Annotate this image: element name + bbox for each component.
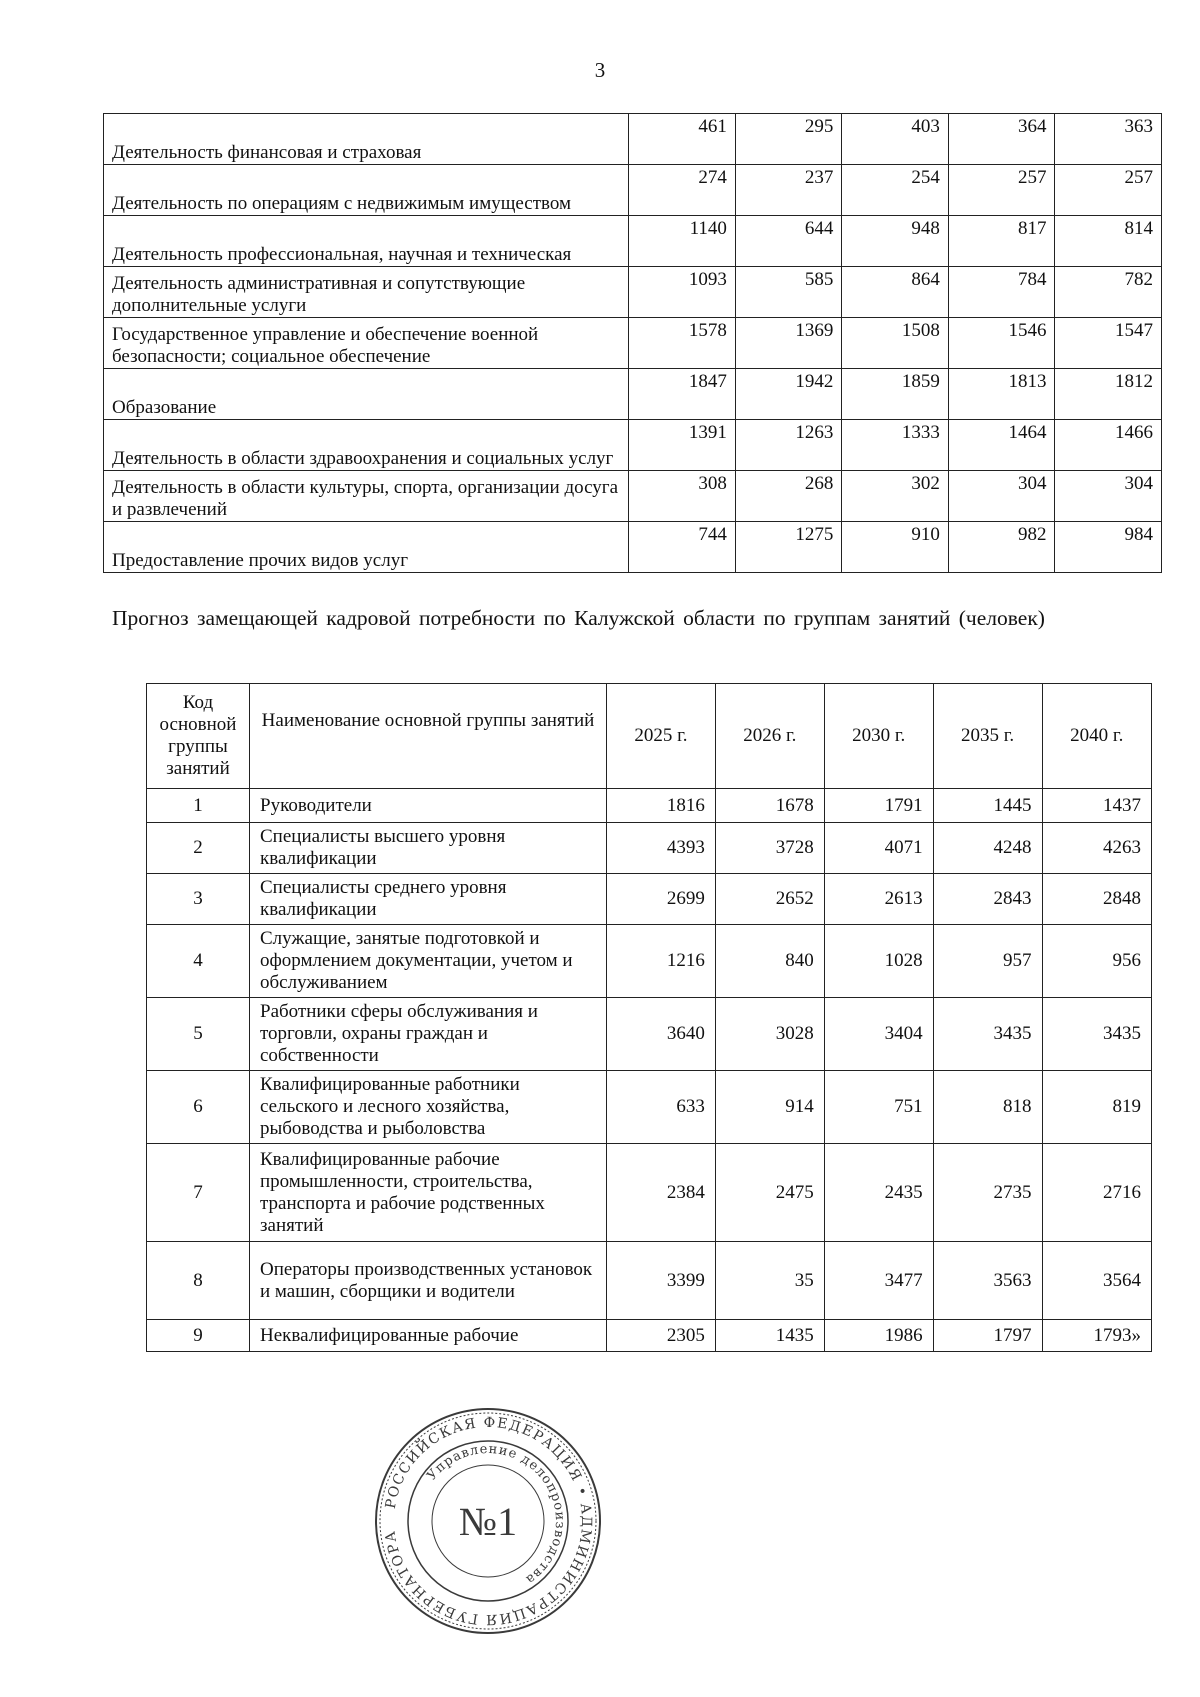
occupation-value: 3640 [607,998,716,1071]
occupation-value: 4071 [824,823,933,874]
industry-name: Деятельность профессиональная, научная и техническая [104,216,629,267]
occupation-code: 4 [147,925,250,998]
occupation-code: 3 [147,874,250,925]
industry-value: 910 [842,522,949,573]
occupation-value: 2843 [933,874,1042,925]
occupation-name: Специалисты высшего уровня квалификации [250,823,607,874]
industry-value: 403 [842,114,949,165]
occupation-code: 8 [147,1242,250,1320]
occupation-name: Неквалифицированные рабочие [250,1320,607,1352]
industry-value: 1847 [629,369,736,420]
occupation-value: 35 [715,1242,824,1320]
occupation-value: 1445 [933,789,1042,823]
industry-value: 274 [629,165,736,216]
industry-value: 1263 [735,420,842,471]
industry-value: 784 [948,267,1055,318]
occupation-value: 1793» [1042,1320,1152,1352]
occupation-value: 751 [824,1071,933,1144]
occupation-value: 3564 [1042,1242,1152,1320]
industry-value: 237 [735,165,842,216]
industry-value: 268 [735,471,842,522]
occupation-code: 2 [147,823,250,874]
industry-row [104,471,1162,522]
occupation-value: 957 [933,925,1042,998]
occupation-value: 1791 [824,789,933,823]
occupation-code: 6 [147,1071,250,1144]
industry-value: 1093 [629,267,736,318]
occupation-value: 2699 [607,874,716,925]
occupation-value: 956 [1042,925,1152,998]
industry-name: Деятельность по операциям с недвижимым имуществом [104,165,629,216]
occupation-name: Специалисты среднего уровня квалификации [250,874,607,925]
header-year: 2026 г. [715,684,824,789]
occupation-value: 2735 [933,1144,1042,1242]
occupation-value: 1216 [607,925,716,998]
industry-value: 461 [629,114,736,165]
occupation-row [147,1242,1152,1320]
industry-value: 363 [1055,114,1162,165]
industry-value: 982 [948,522,1055,573]
industry-value: 1547 [1055,318,1162,369]
industry-value: 1859 [842,369,949,420]
industry-row [104,216,1162,267]
industry-row [104,165,1162,216]
occupation-name: Квалифицированные работники сельского и лесного хозяйства, рыбоводства и рыболовства [250,1071,607,1144]
occupation-table-body [147,789,1152,1352]
industry-name: Деятельность административная и сопутствующие дополнительные услуги [104,267,629,318]
industry-value: 984 [1055,522,1162,573]
stamp-number: №1 [458,1499,518,1544]
occupation-forecast-table [146,683,1152,1352]
industry-value: 1275 [735,522,842,573]
industry-value: 814 [1055,216,1162,267]
occupation-code: 9 [147,1320,250,1352]
occupation-value: 2384 [607,1144,716,1242]
section-heading: Прогноз замещающей кадровой потребности по Калужской области по группам занятий (человек) [112,606,1045,630]
industry-name: Деятельность в области здравоохранения и социальных услуг [104,420,629,471]
industry-value: 1508 [842,318,949,369]
occupation-name: Операторы производственных установок и машин, сборщики и водители [250,1242,607,1320]
industry-name: Государственное управление и обеспечение военной безопасности; социальное обеспечение [104,318,629,369]
occupation-value: 2305 [607,1320,716,1352]
occupation-row [147,823,1152,874]
occupation-value: 1028 [824,925,933,998]
occupation-value: 2652 [715,874,824,925]
stamp-inner-ring-text: Управление делопроизводства [424,1441,568,1588]
industry-value: 304 [948,471,1055,522]
occupation-code: 7 [147,1144,250,1242]
industry-value: 1466 [1055,420,1162,471]
industry-value: 1942 [735,369,842,420]
occupation-value: 3399 [607,1242,716,1320]
occupation-value: 818 [933,1071,1042,1144]
occupation-value: 2716 [1042,1144,1152,1242]
occupation-value: 840 [715,925,824,998]
header-year: 2040 г. [1042,684,1152,789]
occupation-code: 5 [147,998,250,1071]
industry-value: 585 [735,267,842,318]
stamp-outer-ring-text: РОССИЙСКАЯ ФЕДЕРАЦИЯ • АДМИНИСТРАЦИЯ ГУБЕРНАТОРА [382,1414,595,1628]
header-name: Наименование основной группы занятий [250,684,607,789]
industry-value: 302 [842,471,949,522]
industry-value: 864 [842,267,949,318]
occupation-value: 3435 [1042,998,1152,1071]
occupation-value: 1816 [607,789,716,823]
occupation-value: 2475 [715,1144,824,1242]
industry-value: 817 [948,216,1055,267]
industry-value: 782 [1055,267,1162,318]
occupation-value: 4248 [933,823,1042,874]
occupation-value: 3028 [715,998,824,1071]
industry-value: 1391 [629,420,736,471]
industry-value: 257 [948,165,1055,216]
occupation-value: 1986 [824,1320,933,1352]
occupation-row [147,925,1152,998]
industry-value: 1333 [842,420,949,471]
industry-value: 308 [629,471,736,522]
occupation-row [147,874,1152,925]
industry-value: 1140 [629,216,736,267]
industry-value: 1578 [629,318,736,369]
occupation-value: 1435 [715,1320,824,1352]
industry-value: 295 [735,114,842,165]
industry-value: 257 [1055,165,1162,216]
industry-name: Деятельность финансовая и страховая [104,114,629,165]
occupation-row [147,1071,1152,1144]
occupation-name: Работники сферы обслуживания и торговли, охраны граждан и собственности [250,998,607,1071]
occupation-code: 1 [147,789,250,823]
occupation-value: 2435 [824,1144,933,1242]
industry-row [104,522,1162,573]
occupation-value: 3477 [824,1242,933,1320]
occupation-value: 3563 [933,1242,1042,1320]
industry-value: 1812 [1055,369,1162,420]
occupation-value: 3435 [933,998,1042,1071]
industry-row [104,420,1162,471]
header-year: 2030 г. [824,684,933,789]
header-year: 2035 г. [933,684,1042,789]
industry-value: 304 [1055,471,1162,522]
industry-value: 364 [948,114,1055,165]
occupation-value: 1678 [715,789,824,823]
occupation-row [147,998,1152,1071]
occupation-value: 4263 [1042,823,1152,874]
occupation-name: Квалифицированные рабочие промышленности, строительства, транспорта и рабочие родственных занятий [250,1144,607,1242]
occupation-row [147,1144,1152,1242]
occupation-name: Служащие, занятые подготовкой и оформлением документации, учетом и обслуживанием [250,925,607,998]
industry-value: 948 [842,216,949,267]
industry-value: 1813 [948,369,1055,420]
industry-table-body [104,114,1162,573]
industry-value: 1369 [735,318,842,369]
industry-name: Образование [104,369,629,420]
occupation-value: 3728 [715,823,824,874]
occupation-value: 1797 [933,1320,1042,1352]
occupation-value: 2613 [824,874,933,925]
occupation-table-header-row [147,684,1152,789]
occupation-value: 819 [1042,1071,1152,1144]
industry-value: 1464 [948,420,1055,471]
industry-name: Предоставление прочих видов услуг [104,522,629,573]
header-code: Код основной группы занятий [147,684,250,789]
official-stamp [372,1405,604,1637]
occupation-value: 4393 [607,823,716,874]
industry-row [104,267,1162,318]
industry-row [104,369,1162,420]
stamp-seal-icon [372,1405,604,1637]
occupation-row [147,789,1152,823]
industry-value: 1546 [948,318,1055,369]
page-number: 3 [594,58,606,82]
occupation-row [147,1320,1152,1352]
industry-row [104,318,1162,369]
header-year: 2025 г. [607,684,716,789]
industry-row [104,114,1162,165]
occupation-value: 914 [715,1071,824,1144]
industry-value: 644 [735,216,842,267]
industry-value: 254 [842,165,949,216]
industry-forecast-table [103,113,1162,573]
occupation-value: 3404 [824,998,933,1071]
industry-value: 744 [629,522,736,573]
occupation-name: Руководители [250,789,607,823]
occupation-value: 1437 [1042,789,1152,823]
occupation-value: 633 [607,1071,716,1144]
industry-name: Деятельность в области культуры, спорта, организации досуга и развлечений [104,471,629,522]
occupation-value: 2848 [1042,874,1152,925]
